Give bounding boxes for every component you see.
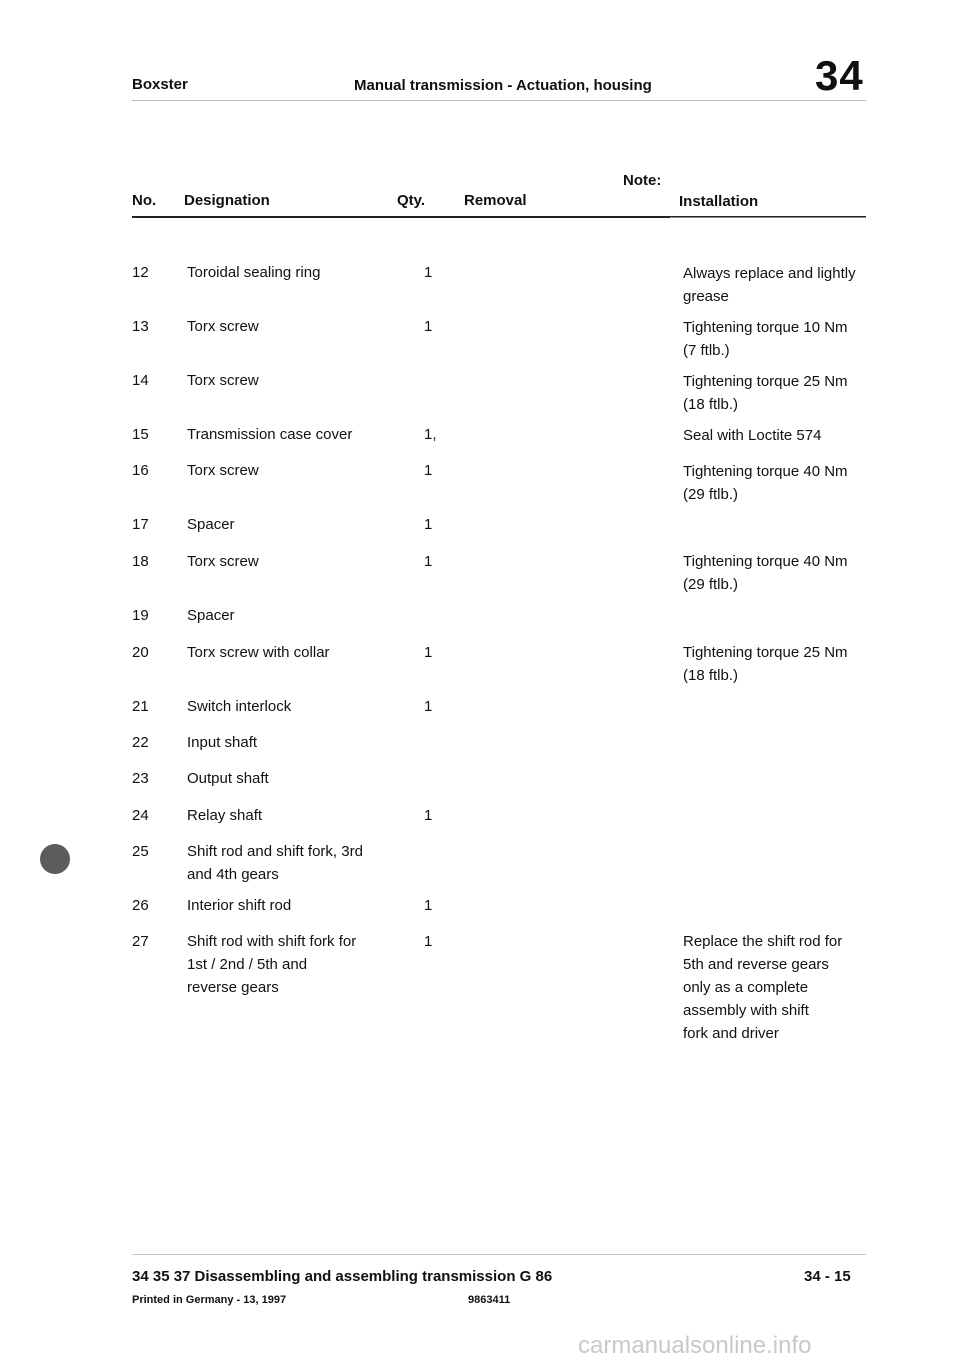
row-qty: 1 — [424, 807, 433, 824]
row-installation: Tightening torque 25 Nm (18 ftlb.) — [683, 373, 848, 413]
row-no: 16 — [132, 462, 149, 479]
footer-section-title: 34 35 37 Disassembling and assembling transmission G 86 — [132, 1268, 553, 1285]
binder-punch-hole — [40, 844, 70, 874]
row-no: 24 — [132, 807, 149, 824]
row-no: 22 — [132, 734, 149, 751]
row-installation: Tightening torque 10 Nm (7 ftlb.) — [683, 319, 848, 359]
row-qty: 1 — [424, 516, 433, 533]
printed-note: Printed in Germany - 13, 1997 — [132, 1294, 287, 1306]
part-number: 9863411 — [468, 1294, 511, 1306]
row-designation: Relay shaft — [187, 807, 263, 824]
row-designation: Spacer — [187, 607, 235, 624]
row-designation: Torx screw — [187, 318, 259, 335]
row-no: 17 — [132, 516, 149, 533]
chapter-number: 34 — [815, 52, 864, 99]
row-designation: Shift rod with shift fork for 1st / 2nd / 5th and reverse gears — [187, 933, 357, 996]
page-number: 34 - 15 — [804, 1268, 851, 1285]
row-no: 20 — [132, 644, 149, 661]
header-title: Manual transmission - Actuation, housing — [354, 77, 652, 94]
row-no: 26 — [132, 897, 149, 914]
row-designation: Torx screw — [187, 553, 259, 570]
row-installation: Replace the shift rod for 5th and reverse gears only as a complete assembly with shift fork and driver — [683, 933, 843, 1042]
row-no: 18 — [132, 553, 149, 570]
row-designation: Interior shift rod — [187, 897, 292, 914]
row-designation: Toroidal sealing ring — [187, 264, 321, 281]
row-designation: Torx screw — [187, 462, 259, 479]
row-qty: 1 — [424, 644, 433, 661]
row-no: 27 — [132, 933, 149, 950]
row-qty: 1 — [424, 553, 433, 570]
row-qty: 1 — [424, 897, 433, 914]
row-qty: 1 — [424, 264, 433, 281]
row-installation: Tightening torque 40 Nm (29 ftlb.) — [683, 463, 848, 503]
row-designation: Output shaft — [187, 770, 269, 787]
row-designation: Switch interlock — [187, 698, 292, 715]
row-designation: Torx screw — [187, 372, 259, 389]
row-qty: 1 — [424, 318, 433, 335]
row-no: 25 — [132, 843, 149, 860]
installation-header-underline — [670, 217, 866, 218]
row-installation: Tightening torque 40 Nm (29 ftlb.) — [683, 553, 848, 593]
row-no: 21 — [132, 698, 149, 715]
row-installation: Always replace and lightly grease — [683, 265, 856, 305]
row-qty: 1, — [424, 426, 437, 443]
column-head-designation: Designation — [184, 192, 270, 209]
column-head-removal: Removal — [464, 192, 527, 209]
row-no: 13 — [132, 318, 149, 335]
row-designation: Torx screw with collar — [187, 644, 330, 661]
footer-divider — [132, 1254, 866, 1255]
row-designation: Shift rod and shift fork, 3rd and 4th gears — [187, 843, 363, 883]
row-designation: Transmission case cover — [187, 426, 353, 443]
row-no: 15 — [132, 426, 149, 443]
column-head-installation: Installation — [679, 193, 759, 210]
row-designation: Spacer — [187, 516, 235, 533]
column-head-note: Note: — [623, 172, 662, 189]
watermark: carmanualsonline.info — [578, 1332, 812, 1359]
row-qty: 1 — [424, 698, 433, 715]
column-head-qty: Qty. — [397, 192, 426, 209]
column-head-no: No. — [132, 192, 157, 209]
header-model: Boxster — [132, 76, 188, 93]
row-no: 19 — [132, 607, 149, 624]
row-qty: 1 — [424, 462, 433, 479]
row-installation: Tightening torque 25 Nm (18 ftlb.) — [683, 644, 848, 684]
row-no: 14 — [132, 372, 149, 389]
row-installation: Seal with Loctite 574 — [683, 427, 822, 444]
row-no: 12 — [132, 264, 149, 281]
row-designation: Input shaft — [187, 734, 258, 751]
row-qty: 1 — [424, 933, 433, 950]
row-no: 23 — [132, 770, 149, 787]
header-divider — [132, 100, 866, 101]
